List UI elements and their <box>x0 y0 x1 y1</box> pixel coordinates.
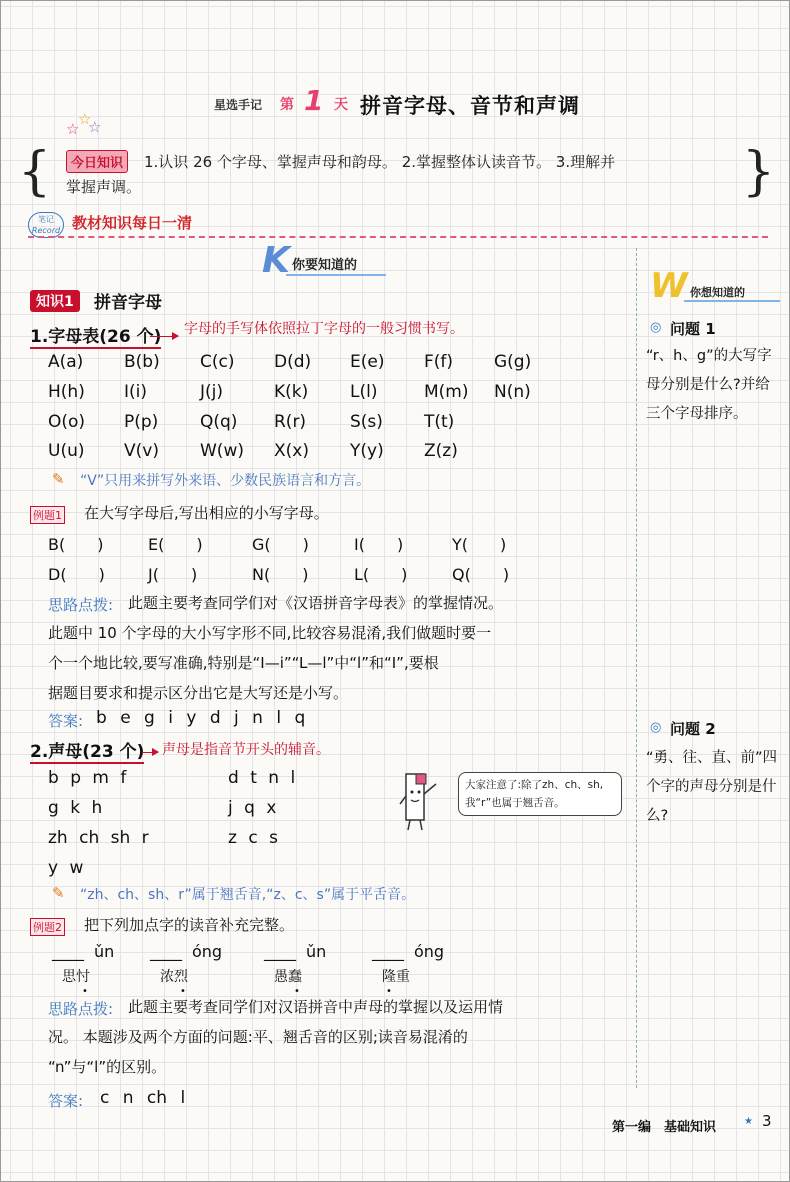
example2-analysis-3: “n”与“l”的区别。 <box>48 1058 167 1076</box>
alphabet-cell: B(b) <box>124 352 160 372</box>
word-label: 愚蠢 <box>274 969 302 985</box>
consonant-group: b p m f <box>48 768 127 788</box>
goals-line2: 掌握声调。 <box>66 178 142 196</box>
example2-answer-label: 答案: <box>48 1092 84 1110</box>
alphabet-cell: A(a) <box>48 352 84 372</box>
alphabet-cell: P(p) <box>124 412 159 432</box>
example2-tag: 例题2 <box>30 918 65 936</box>
example2-question: 把下列加点字的读音补充完整。 <box>84 916 295 934</box>
alphabet-cell: R(r) <box>274 412 307 432</box>
alphabet-cell: D(d) <box>274 352 312 372</box>
answer-blank: ____ <box>52 942 84 961</box>
w-banner-underline <box>684 300 780 302</box>
brand-label: 星选手记 <box>214 98 263 112</box>
example1-answer: b e g i y d j n l q <box>96 708 306 728</box>
pinyin-final: ǔn <box>306 942 327 961</box>
w-banner-text: 你想知道的 <box>690 286 745 299</box>
alphabet-cell: Z(z) <box>424 441 458 461</box>
alphabet-cell: X(x) <box>274 441 309 461</box>
alphabet-cell: L(l) <box>350 382 378 402</box>
pinyin-final: óng <box>414 942 445 961</box>
mascot-icon <box>398 770 444 834</box>
part2-title: 2.声母(23 个) <box>30 737 144 764</box>
part2-note: 声母是指音节开头的辅音。 <box>162 742 330 758</box>
alphabet-cell: G(g) <box>494 352 532 372</box>
example1-tag: 例题1 <box>30 506 65 524</box>
alphabet-cell: S(s) <box>350 412 383 432</box>
record-badge-icon <box>28 212 64 238</box>
word-label: 浓烈 <box>160 969 188 985</box>
alphabet-cell: E(e) <box>350 352 385 372</box>
emphasis-dot-icon: • <box>294 986 300 997</box>
consonant-group: z c s <box>228 828 278 848</box>
example1-analysis-4: 据题目要求和提示区分出它是大写还是小写。 <box>48 684 349 702</box>
day-number: 1 <box>304 84 324 117</box>
answer-blank: ____ <box>264 942 296 961</box>
part1-tip: “V”只用来拼写外来语、少数民族语言和方言。 <box>80 473 371 489</box>
answer-blank: ____ <box>372 942 404 961</box>
goals-line1: 1.认识 26 个字母、掌握声母和韵母。 2.掌握整体认读音节。 3.理解并 <box>144 153 616 171</box>
alphabet-cell: K(k) <box>274 382 309 402</box>
alphabet-cell: U(u) <box>48 441 85 461</box>
alphabet-cell: J(j) <box>200 382 224 402</box>
side-question-2-title: 问题 2 <box>670 720 716 738</box>
w-banner <box>650 268 780 308</box>
section-tag: 知识1 <box>30 290 80 312</box>
left-brace: { <box>18 142 52 202</box>
divider <box>28 236 768 238</box>
record-title: 教材知识每日一清 <box>72 214 193 232</box>
k-banner-underline <box>286 274 386 276</box>
question-icon: ◎ <box>650 720 662 735</box>
section-title: 拼音字母 <box>94 293 162 313</box>
consonant-group: zh ch sh r <box>48 828 149 848</box>
alphabet-cell: T(t) <box>424 412 455 432</box>
part1-title: 1.字母表(26 个) <box>30 322 161 349</box>
sidebar-divider <box>636 248 637 1088</box>
record-badge-top: 笔记 <box>38 215 54 224</box>
alphabet-cell: Q(q) <box>200 412 238 432</box>
example2-answer: c n ch l <box>100 1088 186 1108</box>
example1-analysis-1: 此题主要考查同学们对《汉语拼音字母表》的掌握情况。 <box>128 594 504 612</box>
consonant-group: j q x <box>228 798 277 818</box>
emphasis-dot-icon: • <box>180 986 186 997</box>
example1-answer-label: 答案: <box>48 712 84 730</box>
blank-cell: J( ) <box>148 565 198 584</box>
blank-cell: L( ) <box>354 565 408 584</box>
pencil-icon: ✎ <box>52 470 65 488</box>
pencil-icon: ✎ <box>52 884 65 902</box>
blank-cell: G( ) <box>252 535 309 554</box>
alphabet-cell: M(m) <box>424 382 469 402</box>
daily-goals <box>18 142 776 204</box>
page-header <box>214 84 634 120</box>
consonant-group: d t n l <box>228 768 296 788</box>
example2-analysis-2: 况。 本题涉及两个方面的问题:平、翘舌音的区别;读音易混淆的 <box>48 1028 468 1046</box>
alphabet-cell: Y(y) <box>350 441 384 461</box>
day-suffix: 天 <box>334 97 348 113</box>
alphabet-cell: W(w) <box>200 441 244 461</box>
blank-cell: I( ) <box>354 535 404 554</box>
page-title: 拼音字母、音节和声调 <box>360 93 580 118</box>
right-brace: } <box>742 142 776 202</box>
part1-note: 字母的手写体依照拉丁字母的一般习惯书写。 <box>184 321 464 337</box>
alphabet-cell: H(h) <box>48 382 85 402</box>
k-banner <box>262 242 392 282</box>
footer-star-icon: ★ <box>744 1116 753 1127</box>
blank-cell: D( ) <box>48 565 105 584</box>
example2-analysis-1: 此题主要考查同学们对汉语拼音中声母的掌握以及运用情 <box>128 998 504 1016</box>
pinyin-final: ǔn <box>94 942 115 961</box>
speech-bubble: 大家注意了:除了zh、ch、sh,我“r”也属于翘舌音。 <box>458 772 622 816</box>
question-icon: ◎ <box>650 320 662 335</box>
emphasis-dot-icon: • <box>386 986 392 997</box>
alphabet-cell: F(f) <box>424 352 454 372</box>
word-label: 隆重 <box>382 969 410 985</box>
example1-analysis-3: 个一个地比较,要写准确,特别是“I—i”“L—l”中“l”和“I”,要根 <box>48 654 439 672</box>
word-label: 思忖 <box>62 969 90 985</box>
alphabet-cell: N(n) <box>494 382 531 402</box>
side-question-2-body: “勇、往、直、前”四个字的声母分别是什么? <box>646 750 778 824</box>
consonant-group: g k h <box>48 798 103 818</box>
part2-tip: “zh、ch、sh、r”属于翘舌音,“z、c、s”属于平舌音。 <box>80 887 416 903</box>
alphabet-cell: C(c) <box>200 352 235 372</box>
alphabet-cell: O(o) <box>48 412 86 432</box>
goals-tag: 今日知识 <box>66 150 128 173</box>
answer-blank: ____ <box>150 942 182 961</box>
example2-analysis-label: 思路点拨: <box>48 1000 114 1018</box>
alphabet-cell: I(i) <box>124 382 148 402</box>
k-banner-text: 你要知道的 <box>292 258 358 273</box>
arrow-icon <box>150 336 178 337</box>
example1-question: 在大写字母后,写出相应的小写字母。 <box>84 504 329 522</box>
w-letter-icon: W <box>650 266 688 306</box>
blank-cell: Q( ) <box>452 565 510 584</box>
blank-cell: B( ) <box>48 535 104 554</box>
emphasis-dot-icon: • <box>82 986 88 997</box>
day-prefix: 第 <box>280 97 294 113</box>
page-number: 3 <box>762 1112 772 1130</box>
blank-cell: Y( ) <box>452 535 507 554</box>
blank-cell: E( ) <box>148 535 203 554</box>
side-question-1-title: 问题 1 <box>670 320 716 338</box>
pinyin-final: óng <box>192 942 223 961</box>
k-letter-icon: K <box>262 240 290 281</box>
example1-analysis-2: 此题中 10 个字母的大小写字形不同,比较容易混淆,我们做题时要一 <box>48 624 492 642</box>
consonant-group: y w <box>48 858 84 878</box>
side-question-1-body: “r、h、g”的大写字母分别是什么?并给三个字母排序。 <box>646 348 772 422</box>
alphabet-cell: V(v) <box>124 441 159 461</box>
arrow-icon <box>142 752 158 753</box>
example1-analysis-label: 思路点拨: <box>48 596 114 614</box>
blank-cell: N( ) <box>252 565 309 584</box>
record-badge-bottom: Record <box>31 226 61 235</box>
footer-part: 第一编 基础知识 <box>612 1120 717 1135</box>
